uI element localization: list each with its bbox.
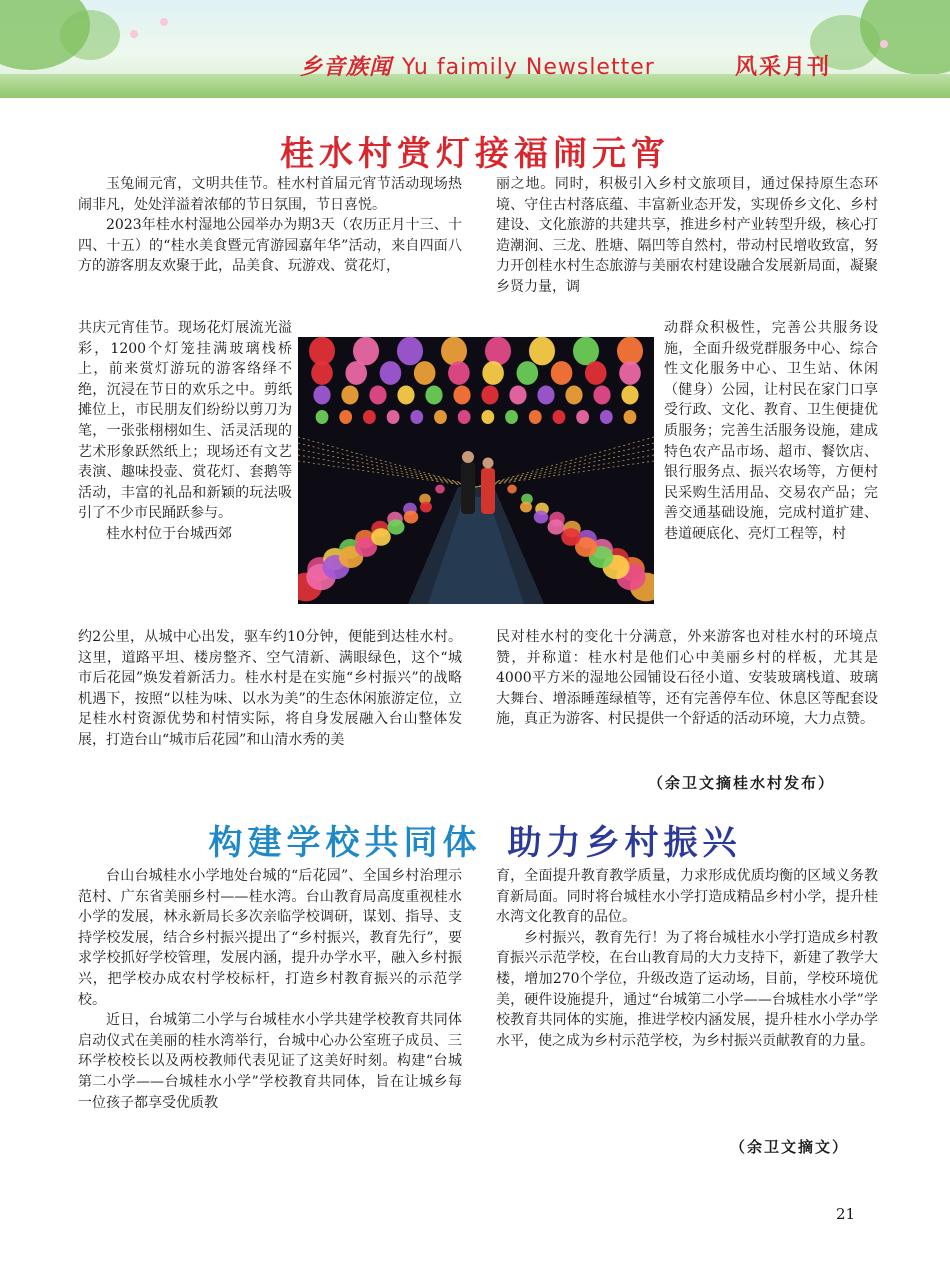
lantern [576,410,589,424]
lantern [548,519,565,534]
lantern [505,410,518,424]
lantern [624,410,637,424]
lantern [448,361,470,385]
newsletter-brand [300,50,655,81]
paragraph: 动群众积极性，完善公共服务设施，全面升级党群服务中心、综合性文化服务中心、卫生站、休闲（健身）公园，让村民在家门口享受行政、文化、教育、卫生便捷优质服务；完善生活服务设施，建成特色农产品市场、超市、餐饮店、银行服务点、振兴农场等，方便村民采购生活用品、交易农产品；完善交通基础设施，完成村道扩建、巷道硬底化、亮灯工程等，村 [664,320,878,542]
tree-decoration-left-small [60,10,120,60]
article2-title [0,815,950,864]
lantern [311,361,333,385]
lantern [371,528,391,546]
paragraph: 桂水村位于台城西郊 [106,525,232,542]
lantern [509,386,526,405]
lantern [410,410,423,424]
lantern [397,386,414,405]
visitor-head [483,458,494,469]
lantern [537,386,554,405]
article1-right-bottom [496,627,878,730]
article2-title-part2: 助力乡村振兴 [507,823,742,863]
lantern [520,502,532,513]
section-name: 风采月刊 [735,55,832,80]
lantern [339,410,352,424]
lantern [565,386,582,405]
lantern [397,337,423,365]
paragraph: 育，全面提升教育教学质量，力求形成优质均衡的区域义务教育新局面。同时将台城桂水小学打造成精品乡村小学，提升桂水湾文化教育的品位。 [496,868,878,926]
article1-left-top [78,174,462,277]
article1-right-top [496,174,878,298]
visitor-figure [461,462,475,514]
lantern [353,337,379,365]
lantern [551,361,573,385]
brand-english: Yu faimily Newsletter [402,55,655,80]
page-number: 21 [836,1205,856,1223]
paragraph: 共庆元宵佳节。现场花灯展流光溢彩，1200个灯笼挂满玻璃栈桥上，前来赏灯游玩的游客络绎不绝，沉浸在节日的欢乐之中。剪纸摊位上，市民朋友们纷纷以剪刀为笔，一张张栩栩如生、活灵活现的艺术形象跃然纸上；现场还有文艺表演、趣味投壶、赏花灯、套鹅等活动，丰富的礼品和新颖的玩法吸引了不少市民踊跃参与。 [78,320,292,522]
lantern [600,410,613,424]
lantern [507,485,517,494]
paragraph: 2023年桂水村湿地公园举办为期3天（农历正月十三、十四、十五）的“桂水美食暨元宵游园嘉年华”活动，来自四面八方的游客朋友欢聚于此，品美食、玩游戏、赏花灯， [78,217,462,275]
visitor-figure [481,468,495,514]
paragraph: 乡村振兴，教育先行！为了将台城桂水小学打造成乡村教育振兴示范学校，在台山教育局的大力支持下，新建了教学大楼，增加270个学位，升级改造了运动场，目前，学校环境优美，硬件设施提升，通过“台城第二小学——台城桂水小学”学校教育共同体的实施，推进学校内涵发展，提升桂水小学办学水平，使之成为乡村示范学校，为乡村振兴贡献教育的力量。 [496,929,878,1049]
flower-decoration [160,18,168,26]
flower-decoration [880,40,888,48]
article1-left-wrap [78,318,292,545]
lantern [593,386,610,405]
lantern [404,510,419,523]
lantern [363,410,376,424]
lantern [481,410,494,424]
lantern [529,337,555,365]
header-banner [0,0,950,98]
paragraph: 约2公里，从城中心出发，驱车约10分钟，便能到达桂水村。这里，道路平坦、楼房整齐、空气清新、满眼绿色，这个“城市后花园”焕发着新活力。桂水村是在实施“乡村振兴”的战略机遇下，按照“以桂为味、以水为美”的生态休闲旅游定位，立足桂水村资源优势和村情实际，将自身发展融入台山整体发展，打造台山“城市后花园”和山清水秀的美 [78,629,462,748]
flower-decoration [130,30,138,38]
lantern [573,337,599,365]
visitor-head [462,451,474,463]
paragraph: 玉兔闹元宵，文明共佳节。桂水村首届元宵节活动现场热闹非凡，处处洋溢着浓郁的节日氛围，节日喜悦。 [78,176,462,213]
article1-right-wrap [664,318,878,545]
brand-chinese: 乡音族闻 [300,55,393,80]
lantern [561,528,581,546]
article1-left-bottom [78,627,462,751]
lantern [387,410,400,424]
lantern [453,386,470,405]
paragraph: 近日，台城第二小学与台城桂水小学共建学校教育共同体启动仪式在美丽的桂水湾举行，台城中心办公室班子成员、三环学校校长以及两校教师代表见证了这美好时刻。构建“台城第二小学——台城桂水小学”学校教育共同体，旨在让城乡每一位孩子都享受优质教 [78,1012,462,1111]
lantern [617,337,643,365]
lantern [425,386,442,405]
article1-title: 桂水村赏灯接福闹元宵 [280,134,670,174]
lantern [434,410,447,424]
article2-credit: （余卫文摘文） [730,1138,850,1156]
lantern [380,361,402,385]
paragraph: 台山台城桂水小学地处台城的“后花园”、全国乡村治理示范村、广东省美丽乡村——桂水湾。台山教育局高度重视桂水小学的发展，林永新局长多次亲临学校调研，谋划、指导、支持学校发展，结合乡村振兴提出了“乡村振兴，教育先行”，要求学校抓好学校管理，发展内涵，提升办学水平，融入乡村振兴，把学校办成农村学校标杆，打造乡村教育振兴的示范学校。 [78,868,462,1008]
lantern [345,361,367,385]
lantern [619,361,641,385]
lantern [585,361,607,385]
lantern [529,410,542,424]
paragraph: 丽之地。同时，积极引入乡村文旅项目，通过保持原生态环境、守住古村落底蕴、丰富新业态开发，实现侨乡文化、乡村建设、文化旅游的共建共享，推进乡村产业转型升级，核心打造潮涧、三龙、胜塘、隔凹等自然村，带动村民增收致富，努力开创桂水村生态旅游与美丽农村建设融合发展新局面，凝聚乡贤力量，调 [496,176,878,295]
lantern [369,386,386,405]
lantern [458,410,471,424]
article2-left [78,866,462,1113]
lantern [441,337,467,365]
article2-title-part1: 构建学校共同体 [208,823,482,863]
lantern [313,386,330,405]
lantern [481,386,498,405]
lantern [534,510,549,523]
paragraph: 民对桂水村的变化十分满意，外来游客也对桂水村的环境点赞，并称道：桂水村是他们心中美丽乡村的样板，尤其是4000平方米的湿地公园铺设石径小道、安装玻璃栈道、玻璃大舞台、增添睡莲绿植等，还有完善停车位、休息区等配套设施，真正为游客、村民提供一个舒适的活动环境，大力点赞。 [496,629,878,728]
lantern-illustration [298,337,654,604]
lantern [316,410,329,424]
lantern [553,410,566,424]
lantern [482,361,504,385]
lantern [388,519,405,534]
lantern [485,337,511,365]
lantern [517,361,539,385]
article1-credit: （余卫文摘桂水村发布） [648,774,836,792]
lantern [414,361,436,385]
lantern [420,502,432,513]
lantern [341,386,358,405]
lantern [309,337,335,365]
lantern-festival-photo [298,337,654,604]
lantern [621,386,638,405]
lantern [435,485,445,494]
article2-right [496,866,878,1051]
